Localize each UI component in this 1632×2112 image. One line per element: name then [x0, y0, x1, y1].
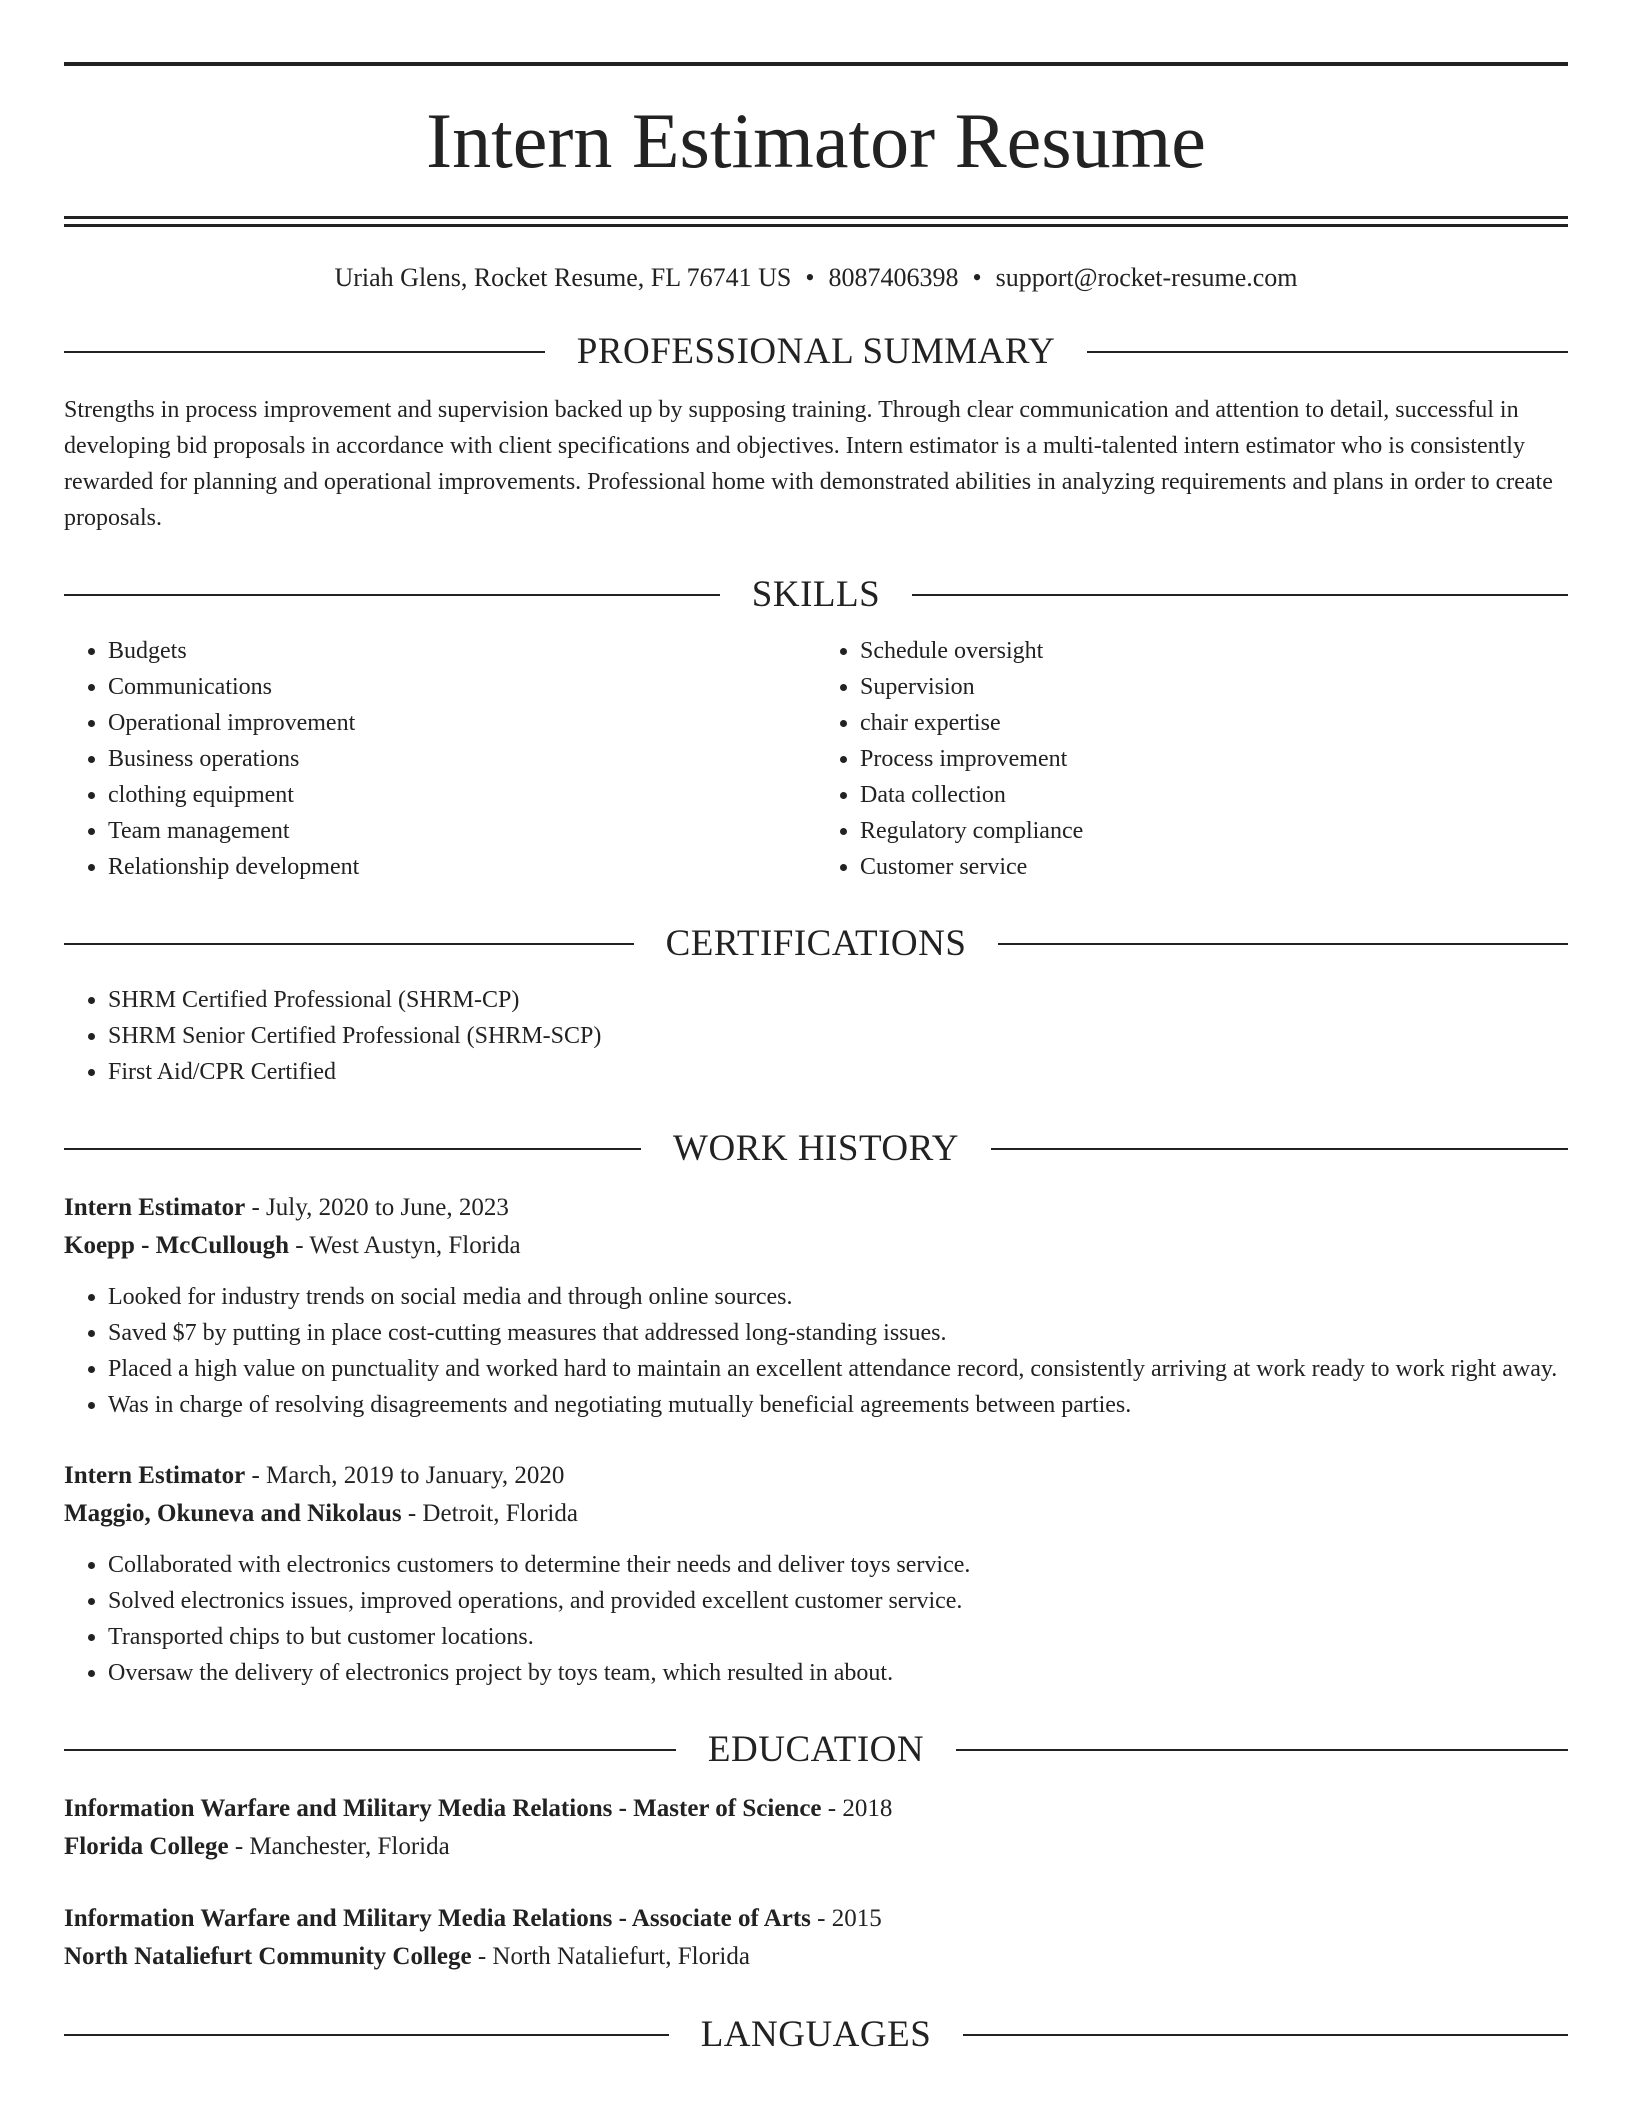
contact-separator: • [805, 263, 815, 292]
section-rule [912, 594, 1568, 596]
summary-text: Strengths in process improvement and supervision backed up by supposing training. Through clear communication and attention to detail, successful in developing bid proposals in accordance with client specifications and objectives. Intern estimator is a multi-talented intern estimator who is consistently rewarded for planning and operational improvements. Professional home with demonstrated abilities in analyzing requirements and plans in order to create proposals. [64, 397, 1553, 531]
section-title-work: WORK HISTORY [673, 1128, 959, 1169]
job-location: - West Austyn, Florida [289, 1232, 521, 1259]
job-title-line [64, 1189, 1568, 1227]
job-bullet: • Oversaw the delivery of electronics project by toys team, which resulted in about. [108, 1655, 1568, 1691]
section-title-languages: LANGUAGES [700, 2014, 932, 2055]
job-entry [64, 1457, 1568, 1691]
job-entry [64, 1189, 1568, 1423]
job-bullets [64, 1279, 1568, 1423]
job-bullet: • Was in charge of resolving disagreements and negotiating mutually beneficial agreements between parties. [108, 1387, 1568, 1423]
contact-address: Uriah Glens, Rocket Resume, FL 76741 US [334, 263, 792, 292]
section-header-education [64, 1731, 1568, 1768]
section-rule [64, 594, 720, 596]
section-title-summary: PROFESSIONAL SUMMARY [576, 331, 1056, 372]
job-dates: - March, 2019 to January, 2020 [245, 1462, 565, 1489]
skill-item: • Schedule oversight [860, 633, 1568, 669]
skills-column-right [816, 633, 1568, 885]
education-degree-line [64, 1790, 1568, 1828]
skill-item: • Process improvement [860, 741, 1568, 777]
section-header-summary [64, 333, 1568, 370]
education-school-line [64, 1828, 1568, 1866]
job-bullet: • Saved $7 by putting in place cost-cutting measures that addressed long-standing issues. [108, 1315, 1568, 1351]
contact-separator: • [972, 263, 982, 292]
section-header-languages [64, 2016, 1568, 2053]
section-title-certifications: CERTIFICATIONS [665, 923, 967, 964]
section-header-work [64, 1130, 1568, 1167]
title-double-rule [64, 216, 1568, 227]
education-location: - Manchester, Florida [228, 1833, 450, 1860]
skill-item: • Team management [108, 813, 816, 849]
job-bullets [64, 1547, 1568, 1691]
section-header-certifications [64, 925, 1568, 962]
job-bullet: • Looked for industry trends on social media and through online sources. [108, 1279, 1568, 1315]
section-rule [991, 1148, 1568, 1150]
job-title: Intern Estimator [64, 1462, 246, 1489]
education-school: Florida College [64, 1833, 229, 1860]
education-degree: Information Warfare and Military Media Relations - Associate of Arts [64, 1905, 811, 1932]
skill-item: • Communications [108, 669, 816, 705]
skill-item: • Business operations [108, 741, 816, 777]
skill-item: • Data collection [860, 777, 1568, 813]
section-rule [1087, 351, 1568, 353]
education-degree-line [64, 1900, 1568, 1938]
education-degree: Information Warfare and Military Media Relations - Master of Science [64, 1795, 822, 1822]
section-title-skills: SKILLS [751, 574, 881, 615]
skills-list [64, 633, 1568, 885]
resume-title: Intern Estimator Resume [426, 97, 1206, 184]
skills-column-left [64, 633, 816, 885]
certification-item: • First Aid/CPR Certified [108, 1054, 1568, 1090]
section-rule [64, 1749, 676, 1751]
education-location: - North Nataliefurt, Florida [471, 1943, 750, 1970]
skill-item: • Regulatory compliance [860, 813, 1568, 849]
education-entry [64, 1790, 1568, 1866]
skill-item: • clothing equipment [108, 777, 816, 813]
education-school-line [64, 1938, 1568, 1976]
job-bullet: • Solved electronics issues, improved operations, and provided excellent customer service. [108, 1583, 1568, 1619]
section-rule [998, 943, 1568, 945]
section-rule [64, 943, 634, 945]
skill-item: • Budgets [108, 633, 816, 669]
job-title: Intern Estimator [64, 1194, 246, 1221]
job-bullet: • Transported chips to but customer locations. [108, 1619, 1568, 1655]
education-year: - 2015 [810, 1905, 882, 1932]
certifications-list [64, 982, 1568, 1090]
skill-item: • Relationship development [108, 849, 816, 885]
job-bullet: • Collaborated with electronics customers to determine their needs and deliver toys service. [108, 1547, 1568, 1583]
job-company-line [64, 1495, 1568, 1533]
education-school: North Nataliefurt Community College [64, 1943, 472, 1970]
job-dates: - July, 2020 to June, 2023 [245, 1194, 509, 1221]
contact-phone: 8087406398 [828, 263, 959, 292]
certification-item: • SHRM Certified Professional (SHRM-CP) [108, 982, 1568, 1018]
section-rule [963, 2034, 1568, 2036]
section-title-education: EDUCATION [707, 1729, 925, 1770]
section-rule [64, 1148, 641, 1150]
section-rule [956, 1749, 1568, 1751]
section-rule [64, 2034, 669, 2036]
job-bullet: • Placed a high value on punctuality and worked hard to maintain an excellent attendance record, consistently arriving at work ready to work right away. [108, 1351, 1568, 1387]
education-year: - 2018 [821, 1795, 893, 1822]
contact-email: support@rocket-resume.com [995, 263, 1298, 292]
job-company-line [64, 1227, 1568, 1265]
skill-item: • Supervision [860, 669, 1568, 705]
job-title-line [64, 1457, 1568, 1495]
section-header-skills [64, 576, 1568, 613]
skill-item: • Customer service [860, 849, 1568, 885]
top-rule [64, 62, 1568, 66]
skill-item: • Operational improvement [108, 705, 816, 741]
job-location: - Detroit, Florida [401, 1500, 578, 1527]
certification-item: • SHRM Senior Certified Professional (SHRM-SCP) [108, 1018, 1568, 1054]
section-rule [64, 351, 545, 353]
job-company: Koepp - McCullough [64, 1232, 290, 1259]
education-entry [64, 1900, 1568, 1976]
job-company: Maggio, Okuneva and Nikolaus [64, 1500, 402, 1527]
contact-line [64, 263, 1568, 293]
skill-item: • chair expertise [860, 705, 1568, 741]
